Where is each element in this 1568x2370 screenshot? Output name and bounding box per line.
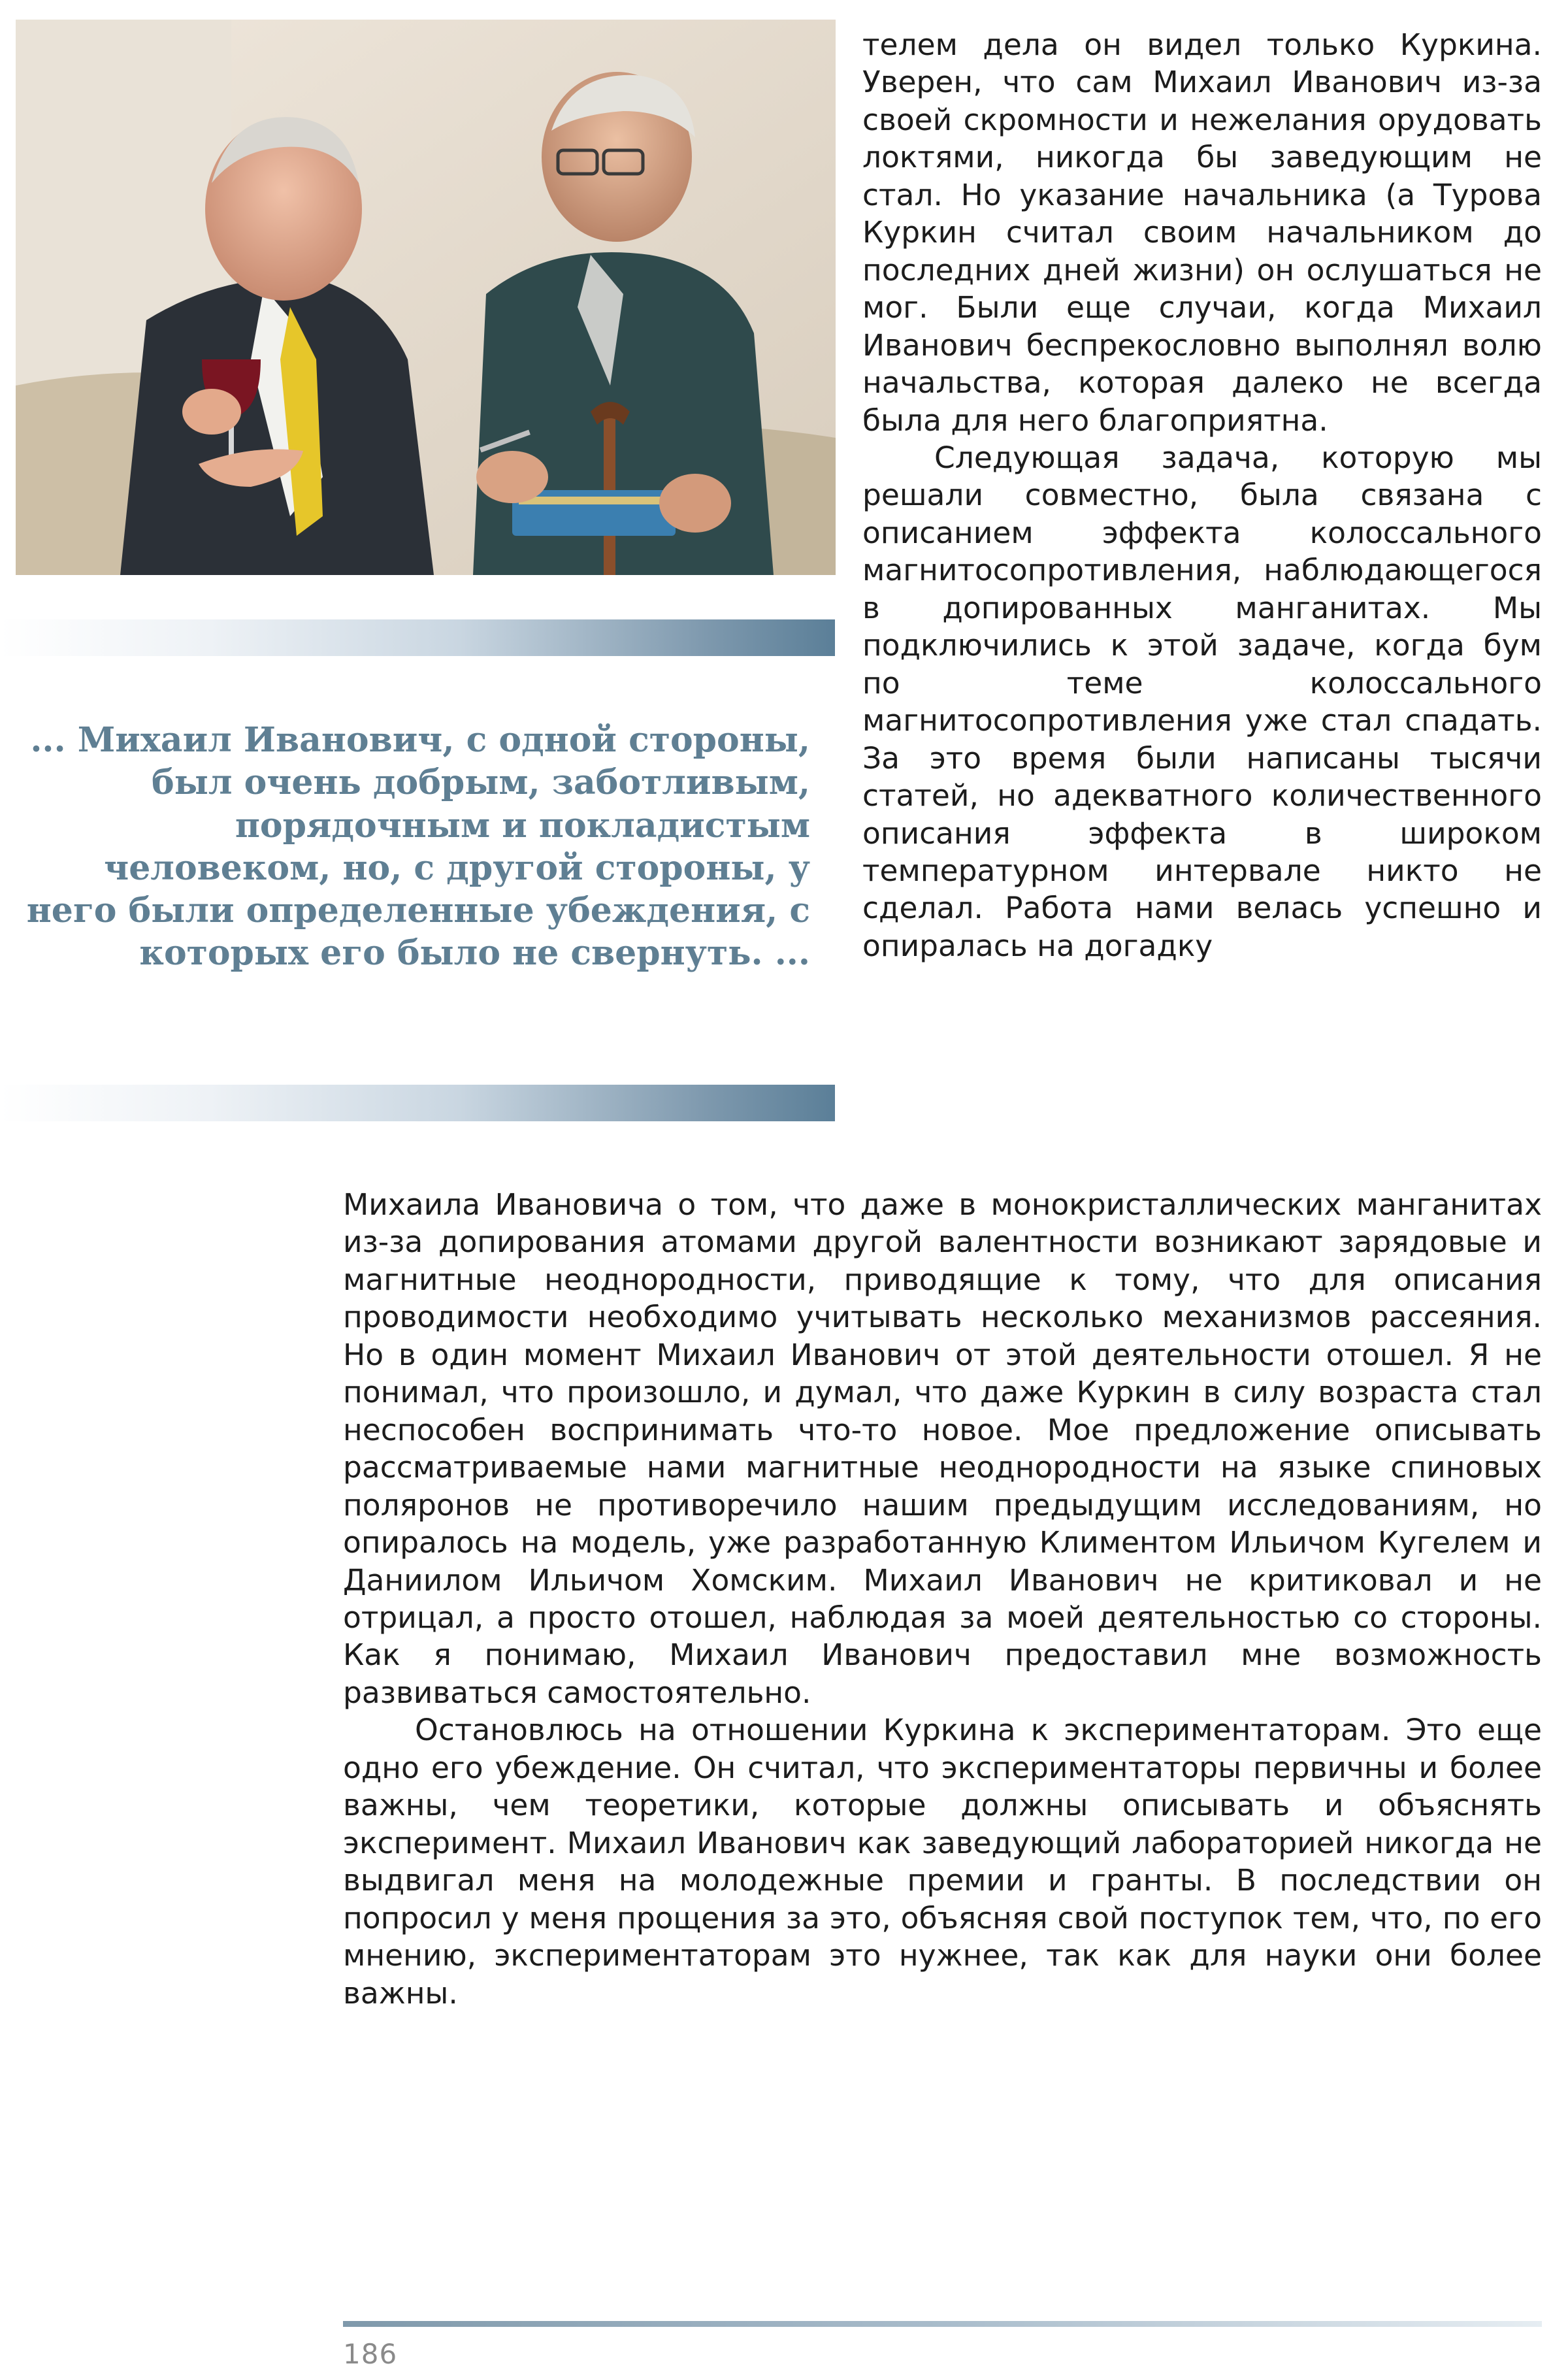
- photo-two-men-talking: [16, 20, 836, 575]
- quote-gradient-band-top: [0, 619, 835, 656]
- paragraph: телем дела он видел только Куркина. Уверен, что сам Михаил Иванович из-за своей скромности и нежелания орудовать локтями, никогда бы заведующим не стал. Но указание начальника (а Турова Куркин считал своим начальником до последних дней жизни) он ослушаться не мог. Были еще случаи, когда Михаил Иванович беспрекословно выполнял волю начальства, которая далеко не всегда была для него благоприятна.: [862, 27, 1542, 438]
- page-number: 186: [343, 2338, 398, 2370]
- right-column-text: [862, 26, 1542, 1222]
- bottom-column-text: [343, 1186, 1542, 2012]
- footer-divider: [343, 2321, 1542, 2327]
- paragraph: Остановлюсь на отношении Куркина к экспериментаторам. Это еще одно его убеждение. Он считал, что экспериментаторы первичны и более важны, чем теоретики, которые должны описывать и объяснять эксперимент. Михаил Иванович как заведующий лабораторией никогда не выдвигал меня на молодежные премии и гранты. В последствии он попросил у меня прощения за это, объясняя свой поступок тем, что, по его мнению, экспериментаторам это нужнее, так как для науки они более важны.: [343, 1713, 1542, 2011]
- photo-illustration-icon: [16, 20, 836, 575]
- quote-gradient-band-bottom: [0, 1085, 835, 1121]
- paragraph: Михаила Ивановича о том, что даже в монокристаллических манганитах из-за допирования атомами другой валентности возникают зарядовые и магнитные неоднородности, приводящие к тому, что для описания проводимости необходимо учитывать несколько механизмов рассеяния. Но в один момент Михаил Иванович от этой деятельности отошел. Я не понимал, что произошло, и думал, что даже Куркин в силу возраста стал неспособен воспринимать что-то новое. Мое предложение описывать рассматриваемые нами магнитные неоднородности на языке спиновых поляронов не противоречило нашим предыдущим исследованиям, но опиралось на модель, уже разработанную Климентом Ильичом Кугелем и Даниилом Ильичом Хомским. Михаил Иванович не критиковал и не отрицал, а просто отошел, наблюдая за моей деятельностью со стороны. Как я понимаю, Михаил Иванович предоставил мне возможность развиваться самостоятельно.: [343, 1187, 1542, 1710]
- pull-quote: ... Михаил Иванович, с одной стороны, был очень добрым, заботливым, порядочным и покладистым человеком, но, с другой стороны, у него были определенные убеждения, с которых его было не свернуть. ...: [26, 720, 810, 974]
- paragraph: Следующая задача, которую мы решали совместно, была связана с описанием эффекта колоссального магнитосопротивления, наблюдающегося в допированных манганитах. Мы подключились к этой задаче, когда бум по теме колоссального магнитосопротивления уже стал спадать. За это время были написаны тысячи статей, но адекватного количественного описания эффекта в широком температурном интервале никто не сделал. Работа нами велась успешно и опиралась на догадку: [862, 440, 1542, 963]
